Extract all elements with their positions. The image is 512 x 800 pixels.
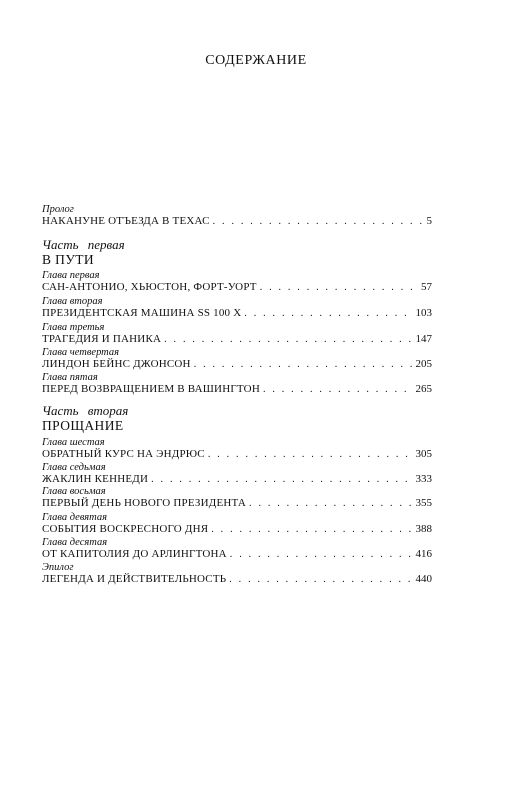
entry-title: ТРАГЕДИЯ И ПАНИКА	[42, 333, 162, 345]
entry-title: ПЕРВЫЙ ДЕНЬ НОВОГО ПРЕЗИДЕНТА	[42, 497, 247, 509]
page-number: 205	[415, 358, 432, 370]
part-label: Часть вторая	[42, 403, 129, 418]
entry-label: Глава шестая	[42, 437, 105, 448]
page-number: 416	[415, 548, 432, 560]
entry-label: Эпилог	[42, 562, 74, 573]
dot-leader	[208, 448, 413, 461]
entry-title: ОБРАТНЫЙ КУРС НА ЭНДРЮС	[42, 448, 205, 460]
entry-label: Глава восьмая	[42, 486, 106, 497]
toc-entry-chapter-6[interactable]	[42, 437, 432, 461]
part-title: ПРОЩАНИЕ	[42, 418, 124, 433]
entry-label: Глава пятая	[42, 372, 98, 383]
entry-title: САН-АНТОНИО, ХЬЮСТОН, ФОРТ-УОРТ	[42, 281, 257, 293]
page-number: 333	[415, 473, 432, 485]
page-number: 440	[415, 573, 432, 585]
dot-leader	[194, 358, 413, 371]
dot-leader	[213, 215, 424, 228]
entry-title: ПЕРЕД ВОЗВРАЩЕНИЕМ В ВАШИНГТОН	[42, 383, 260, 395]
entry-title: НАКАНУНЕ ОТЪЕЗДА В ТЕХАС	[42, 215, 210, 227]
entry-title: ЛИНДОН БЕЙНС ДЖОНСОН	[42, 358, 191, 370]
entry-label: Глава первая	[42, 270, 100, 281]
entry-label: Глава четвертая	[42, 347, 120, 358]
entry-title: ПРЕЗИДЕНТСКАЯ МАШИНА SS 100 X	[42, 307, 242, 319]
page-number: 103	[415, 307, 432, 319]
toc-entry-chapter-7[interactable]	[42, 462, 432, 486]
toc-entry-chapter-10[interactable]	[42, 537, 432, 561]
entry-label: Глава третья	[42, 322, 105, 333]
page-number: 265	[415, 383, 432, 395]
toc-entry-chapter-1[interactable]	[42, 270, 432, 294]
part-title: В ПУТИ	[42, 252, 95, 267]
dot-leader	[151, 473, 412, 486]
entry-title: ОТ КАПИТОЛИЯ ДО АРЛИНГТОНА	[42, 548, 227, 560]
dot-leader	[263, 383, 413, 396]
page-number: 305	[415, 448, 432, 460]
entry-title: ЛЕГЕНДА И ДЕЙСТВИТЕЛЬНОСТЬ	[42, 573, 227, 585]
dot-leader	[249, 497, 412, 510]
entry-label: Глава девятая	[42, 512, 107, 523]
toc-entry-chapter-4[interactable]	[42, 347, 432, 371]
page-title: СОДЕРЖАНИЕ	[205, 53, 307, 68]
dot-leader	[229, 573, 412, 586]
toc-entry-chapter-9[interactable]	[42, 512, 432, 536]
entry-title: ЖАКЛИН КЕННЕДИ	[42, 473, 149, 485]
entry-title: СОБЫТИЯ ВОСКРЕСНОГО ДНЯ	[42, 523, 209, 535]
toc-entry-prolog[interactable]	[42, 204, 432, 228]
dot-leader	[230, 548, 413, 561]
toc-entry-chapter-8[interactable]	[42, 486, 432, 510]
page-number: 355	[415, 497, 432, 509]
toc-entry-epilog[interactable]	[42, 562, 432, 586]
entry-label: Глава седьмая	[42, 462, 106, 473]
part-label: Часть первая	[42, 237, 125, 252]
toc-entry-chapter-3[interactable]	[42, 322, 432, 346]
page-number: 388	[415, 523, 432, 535]
dot-leader	[164, 333, 412, 346]
page-number: 57	[421, 281, 432, 293]
part-heading-2	[42, 404, 128, 434]
page-number: 147	[415, 333, 432, 345]
part-heading-1	[42, 238, 125, 268]
toc-entry-chapter-2[interactable]	[42, 296, 432, 320]
entry-label: Глава десятая	[42, 537, 108, 548]
entry-label: Глава вторая	[42, 296, 103, 307]
dot-leader	[211, 523, 412, 536]
dot-leader	[260, 281, 418, 294]
toc-entry-chapter-5[interactable]	[42, 372, 432, 396]
entry-label: Пролог	[42, 204, 74, 215]
dot-leader	[244, 307, 412, 320]
page-number: 5	[426, 215, 432, 227]
